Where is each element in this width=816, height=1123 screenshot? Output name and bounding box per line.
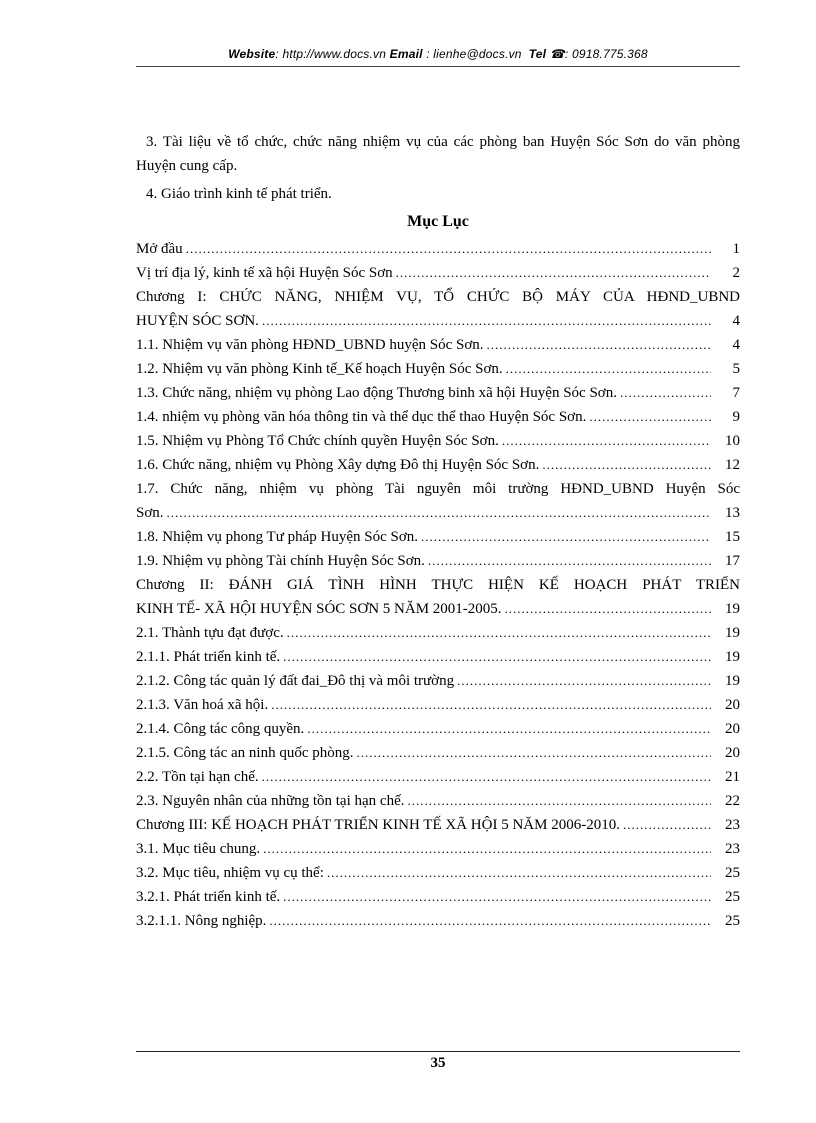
toc-entry-text: Chương II: ĐÁNH GIÁ TÌNH HÌNH THỰC HIỆN KẾ HOẠCH PHÁT TRIỂN: [136, 577, 740, 593]
toc-dot-leader: [262, 309, 711, 333]
toc-entry-text: 2.3. Nguyên nhân của những tồn tại hạn chế.: [136, 793, 405, 809]
toc-entry[interactable]: [136, 597, 740, 621]
toc-entry-text: Vị trí địa lý, kinh tế xã hội Huyện Sóc Sơn: [136, 265, 393, 281]
toc-entry-page: 25: [725, 865, 740, 881]
toc-entry-page: 5: [732, 361, 740, 377]
toc-dot-leader: [287, 621, 711, 645]
toc-dot-leader: [421, 525, 711, 549]
toc-dot-leader: [589, 405, 711, 429]
toc-dot-leader: [428, 549, 711, 573]
toc-entry-page: 13: [725, 505, 740, 521]
toc-dot-leader: [263, 837, 711, 861]
toc-entry[interactable]: [136, 717, 740, 741]
toc-entry[interactable]: [136, 381, 740, 405]
toc-entry[interactable]: [136, 885, 740, 909]
toc-entry-page: 19: [725, 601, 740, 617]
toc-dot-leader: [542, 453, 711, 477]
toc-entry[interactable]: [136, 621, 740, 645]
toc-entry[interactable]: [136, 837, 740, 861]
reference-item-3: 3. Tài liệu về tổ chức, chức năng nhiệm vụ của các phòng ban Huyện Sóc Sơn do văn phòng Huyện cung cấp.: [136, 134, 740, 174]
toc-entry[interactable]: [136, 549, 740, 573]
toc-entry[interactable]: [136, 501, 740, 525]
toc-entry-text: 1.8. Nhiệm vụ phong Tư pháp Huyện Sóc Sơn.: [136, 529, 419, 545]
reference-item-4: 4. Giáo trình kinh tế phát triển.: [146, 186, 332, 202]
toc-entry-page: 19: [725, 649, 740, 665]
toc-entry[interactable]: [136, 765, 740, 789]
toc-dot-leader: [502, 429, 711, 453]
toc-entry-page: 23: [725, 841, 740, 857]
toc-entry-page: 19: [725, 673, 740, 689]
toc-entry-page: 4: [732, 313, 740, 329]
toc-entry[interactable]: [136, 741, 740, 765]
toc-entry-page: 7: [732, 385, 740, 401]
toc-entry[interactable]: [136, 261, 740, 285]
toc-dot-leader: [356, 741, 711, 765]
toc-dot-leader: [396, 261, 711, 285]
toc-entry[interactable]: [136, 861, 740, 885]
toc-entry-page: 22: [725, 793, 740, 809]
toc-dot-leader: [262, 765, 711, 789]
toc-entry-page: 17: [725, 553, 740, 569]
toc-dot-leader: [167, 501, 711, 525]
toc-entry[interactable]: [136, 909, 740, 933]
toc-entry-text: 3.2.1.1. Nông nghiệp.: [136, 913, 267, 929]
website-label: Website: [228, 47, 276, 61]
toc-entry[interactable]: [136, 669, 740, 693]
toc-entry-page: 10: [725, 433, 740, 449]
toc-dot-leader: [620, 381, 711, 405]
toc-entry-text: Mở đầu: [136, 241, 183, 257]
toc-entry[interactable]: [136, 645, 740, 669]
toc-dot-leader: [283, 645, 711, 669]
tel-number: : 0918.775.368: [564, 47, 648, 61]
toc-dot-leader: [269, 909, 711, 933]
toc-entry-text: 2.1.1. Phát triển kinh tế.: [136, 649, 281, 665]
toc-dot-leader: [327, 861, 711, 885]
toc-title: Mục Lục: [407, 213, 469, 230]
toc-dot-leader: [283, 885, 711, 909]
toc-entry-page: 25: [725, 913, 740, 929]
phone-icon: ☎: [549, 47, 565, 61]
toc-entry-text: KINH TẾ- XÃ HỘI HUYỆN SÓC SƠN 5 NĂM 2001-2005.: [136, 601, 502, 617]
toc-entry-page: 9: [732, 409, 740, 425]
toc-entry-text: 1.2. Nhiệm vụ văn phòng Kinh tế_Kế hoạch Huyện Sóc Sơn.: [136, 361, 503, 377]
toc-entry-heading-line: [136, 573, 740, 597]
toc-entry-page: 20: [725, 745, 740, 761]
toc-dot-leader: [271, 693, 711, 717]
toc-entry-page: 20: [725, 721, 740, 737]
website-url: : http://www.docs.vn: [275, 47, 387, 61]
toc-entry-text: Chương III: KẾ HOẠCH PHÁT TRIỂN KINH TẾ XÃ HỘI 5 NĂM 2006-2010.: [136, 817, 620, 833]
toc-entry-page: 12: [725, 457, 740, 473]
toc-entry-text: 3.2.1. Phát triển kinh tế.: [136, 889, 281, 905]
toc-entry[interactable]: [136, 357, 740, 381]
page-number: 35: [430, 1055, 446, 1071]
toc-entry[interactable]: [136, 405, 740, 429]
toc-entry-text: 1.4. nhiệm vụ phòng văn hóa thông tin và thể dục thể thao Huyện Sóc Sơn.: [136, 409, 587, 425]
toc-entry-page: 21: [725, 769, 740, 785]
email-address: : lienhe@docs.vn: [422, 47, 522, 61]
tel-label: Tel: [528, 47, 547, 61]
toc-entry-heading-line: [136, 285, 740, 309]
toc-entry-text: 2.1.5. Công tác an ninh quốc phòng.: [136, 745, 354, 761]
toc-dot-leader: [506, 357, 711, 381]
toc-entry-text: 1.6. Chức năng, nhiệm vụ Phòng Xây dựng Đô thị Huyện Sóc Sơn.: [136, 457, 540, 473]
toc-dot-leader: [505, 597, 711, 621]
toc-entry-text: 2.1.4. Công tác công quyền.: [136, 721, 305, 737]
toc-entry[interactable]: [136, 429, 740, 453]
email-label: Email: [389, 47, 423, 61]
toc-dot-leader: [186, 237, 711, 261]
toc-entry-heading-line: [136, 477, 740, 501]
toc-entry-text: 1.5. Nhiệm vụ Phòng Tổ Chức chính quyền Huyện Sóc Sơn.: [136, 433, 499, 449]
toc-dot-leader: [623, 813, 711, 837]
toc-entry[interactable]: [136, 693, 740, 717]
toc-entry-text: 3.2. Mục tiêu, nhiệm vụ cụ thể:: [136, 865, 324, 881]
toc-entry[interactable]: [136, 789, 740, 813]
toc-dot-leader: [407, 789, 711, 813]
toc-entry-text: 1.7. Chức năng, nhiệm vụ phòng Tài nguyên môi trường HĐND_UBND Huyện Sóc: [136, 481, 740, 497]
toc-entry-text: 1.9. Nhiệm vụ phòng Tài chính Huyện Sóc Sơn.: [136, 553, 425, 569]
toc-entry-page: 2: [732, 265, 740, 281]
toc-entry-text: 2.1.3. Văn hoá xã hội.: [136, 697, 269, 713]
toc-entry-text: 3.1. Mục tiêu chung.: [136, 841, 261, 857]
toc-entry[interactable]: [136, 453, 740, 477]
table-of-contents: [136, 237, 740, 933]
toc-entry-page: 19: [725, 625, 740, 641]
toc-dot-leader: [457, 669, 711, 693]
toc-entry[interactable]: [136, 813, 740, 837]
toc-entry[interactable]: [136, 309, 740, 333]
toc-entry-text: 2.1.2. Công tác quản lý đất đai_Đô thị và môi trường: [136, 673, 455, 689]
toc-dot-leader: [487, 333, 712, 357]
toc-entry-page: 20: [725, 697, 740, 713]
toc-entry-page: 23: [725, 817, 740, 833]
toc-entry-page: 25: [725, 889, 740, 905]
toc-entry-text: Sơn.: [136, 505, 164, 521]
toc-entry-text: 1.1. Nhiệm vụ văn phòng HĐND_UBND huyện Sóc Sơn.: [136, 337, 484, 353]
toc-entry-text: 2.2. Tồn tại hạn chế.: [136, 769, 259, 785]
toc-entry-page: 1: [732, 241, 740, 257]
toc-dot-leader: [307, 717, 711, 741]
toc-entry[interactable]: [136, 525, 740, 549]
header-rule: [136, 66, 740, 67]
toc-entry[interactable]: [136, 237, 740, 261]
toc-entry-text: HUYỆN SÓC SƠN.: [136, 313, 259, 329]
toc-entry-page: 15: [725, 529, 740, 545]
toc-entry-text: 1.3. Chức năng, nhiệm vụ phòng Lao động Thương binh xã hội Huyện Sóc Sơn.: [136, 385, 617, 401]
toc-entry-text: Chương I: CHỨC NĂNG, NHIỆM VỤ, TỔ CHỨC BỘ MÁY CỦA HĐND_UBND: [136, 289, 740, 305]
page-header: [136, 47, 740, 61]
toc-entry[interactable]: [136, 333, 740, 357]
toc-entry-page: 4: [732, 337, 740, 353]
toc-entry-text: 2.1. Thành tựu đạt được.: [136, 625, 284, 641]
footer-rule: [136, 1051, 740, 1052]
